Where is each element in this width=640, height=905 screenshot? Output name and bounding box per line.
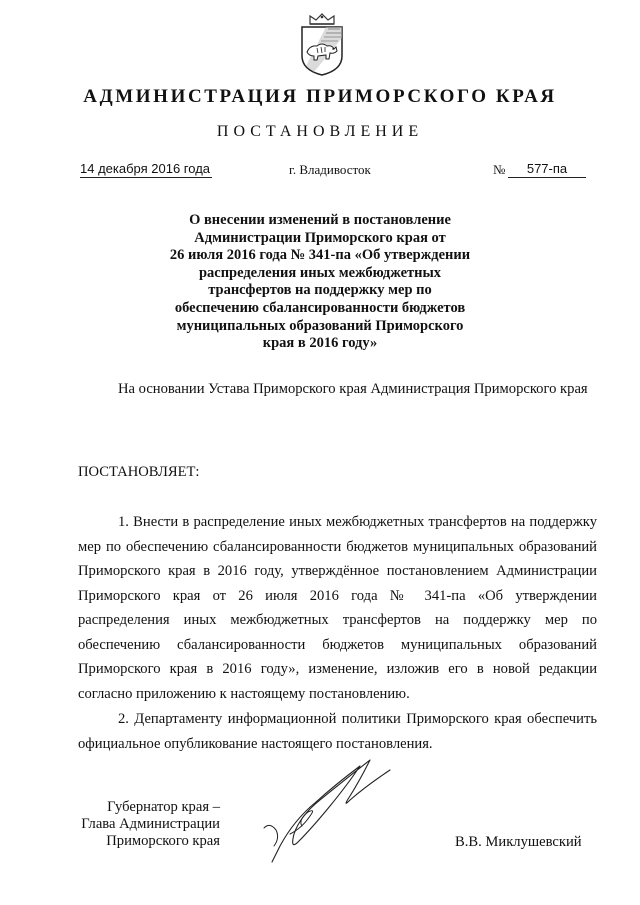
document-number: 577-па (508, 161, 586, 178)
subject-line: муниципальных образований Приморского (176, 317, 464, 334)
signatory-name: В.В. Миклушевский (455, 834, 582, 850)
decree-word: ПОСТАНОВЛЯЕТ: (78, 464, 200, 480)
coat-of-arms-icon (296, 12, 348, 78)
subject-line: Администрации Приморского края от (194, 229, 446, 246)
subject-line: 26 июля 2016 года № 341-па «Об утверждении (169, 247, 471, 264)
organization-title: АДМИНИСТРАЦИЯ ПРИМОРСКОГО КРАЯ (83, 86, 557, 107)
basis-paragraph: На основании Устава Приморского края Администрация Приморского края (118, 381, 588, 397)
document-date: 14 декабря 2016 года (80, 161, 211, 176)
document-type: ПОСТАНОВЛЕНИЕ (216, 123, 424, 140)
subject-line: распределения иных межбюджетных (198, 264, 442, 281)
position-line: Глава Администрации (81, 816, 220, 832)
item-1-paragraph: 1. Внести в распределение иных межбюджетных трансфертов на поддержку мер по обеспечению сбалансированности бюджетов муниципальных образований Приморского края в 2016 году, утверждённое постановлением Администрации Приморского края от 26 июля 2016 года № 341-па «Об утверждении распределения иных межбюджетных трансфертов на поддержку мер по обеспечению сбалансированности бюджетов муниципальных образований Приморского края в 2016 году», изменение, изложив его в новой редакции согласно приложению к настоящему постановлению. (78, 514, 597, 702)
document-subject (150, 212, 490, 353)
position-line: Губернатор края – (107, 799, 220, 815)
document-city: г. Владивосток (289, 162, 371, 177)
number-sign: № (493, 162, 506, 177)
subject-line: трансфертов на поддержку мер по (208, 282, 432, 299)
position-line: Приморского края (106, 833, 220, 849)
handwritten-signature-icon (250, 750, 450, 865)
item-2-paragraph: 2. Департаменту информационной политики Приморского края обеспечить официальное опубликование настоящего постановления. (78, 711, 597, 752)
subject-line: края в 2016 году» (262, 335, 378, 352)
subject-line: обеспечению сбалансированности бюджетов (174, 299, 466, 316)
signatory-position (70, 799, 220, 850)
subject-line: О внесении изменений в постановление (189, 212, 451, 228)
